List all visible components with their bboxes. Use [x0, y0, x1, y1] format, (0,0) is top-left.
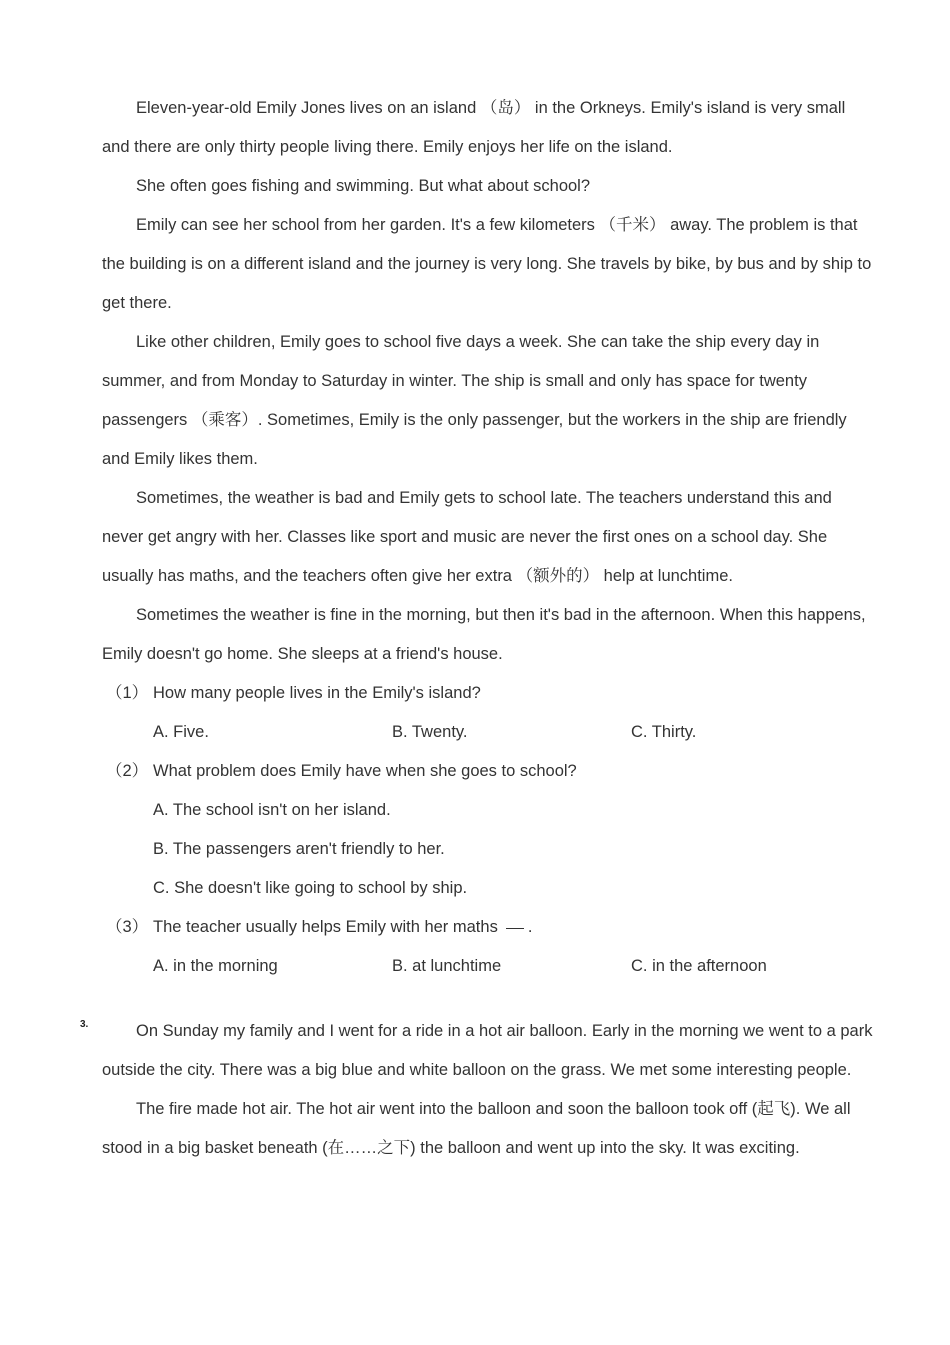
- question-text: The teacher usually helps Emily with her maths: [153, 918, 498, 936]
- options-row: [102, 713, 874, 752]
- paragraph: Eleven-year-old Emily Jones lives on an island （岛） in the Orkneys. Emily's island is very small and there are only thirty people living there. Emily enjoys her life on the island.: [102, 99, 846, 156]
- option-a[interactable]: A. in the morning: [153, 957, 278, 975]
- question-number: （1）: [106, 684, 149, 702]
- question-1: [102, 674, 874, 713]
- paragraph: Like other children, Emily goes to school five days a week. She can take the ship every day in summer, and from Monday to Saturday in winter. The ship is small and only has space for twenty passengers （乘客）. Sometimes, Emily is the only passenger, but the workers in the ship are friendly and Emily likes them.: [102, 333, 847, 468]
- option-row: [102, 830, 874, 869]
- question-text: How many people lives in the Emily's island?: [153, 684, 481, 702]
- paragraph: Sometimes the weather is fine in the morning, but then it's bad in the afternoon. When this happens, Emily doesn't go home. She sleeps at a friend's house.: [102, 606, 866, 663]
- paragraph: The fire made hot air. The hot air went into the balloon and soon the balloon took off (起飞). We all stood in a big basket beneath (在……之下) the balloon and went up into the sky. It was exciting.: [102, 1100, 851, 1157]
- option-a[interactable]: A. The school isn't on her island.: [153, 801, 391, 819]
- question-text: What problem does Emily have when she goes to school?: [153, 762, 577, 780]
- paragraph: On Sunday my family and I went for a ride in a hot air balloon. Early in the morning we went to a park outside the city. There was a big blue and white balloon on the grass. We met some interesting people.: [102, 1022, 873, 1079]
- question-number: （3）: [106, 918, 149, 936]
- question-text-wrapper: [153, 908, 532, 947]
- answer-blank[interactable]: [506, 928, 524, 929]
- options-row: [102, 947, 874, 986]
- question-text-end: .: [527, 918, 533, 936]
- paragraph: Emily can see her school from her garden. It's a few kilometers （千米） away. The problem is that the building is on a different island and the journey is very long. She travels by bike, by bus and by ship to get there.: [102, 216, 872, 312]
- option-c[interactable]: C. in the afternoon: [631, 957, 767, 975]
- question-3: [102, 908, 874, 947]
- option-b[interactable]: B. The passengers aren't friendly to her.: [153, 840, 445, 858]
- paragraph: Sometimes, the weather is bad and Emily gets to school late. The teachers understand this and never get angry with her. Classes like sport and music are never the first ones on a school day. She usually has maths, and the teachers often give her extra （额外的） help at lunchtime.: [102, 489, 832, 585]
- reading-passage-3: [102, 1012, 874, 1168]
- question-number: （2）: [106, 762, 149, 780]
- option-a[interactable]: A. Five.: [153, 723, 209, 741]
- option-c[interactable]: C. She doesn't like going to school by ship.: [153, 879, 468, 897]
- option-row: [102, 791, 874, 830]
- question-list: [102, 674, 874, 986]
- option-row: [102, 869, 874, 908]
- paragraph: She often goes fishing and swimming. But what about school?: [136, 177, 591, 195]
- option-b[interactable]: B. at lunchtime: [392, 957, 502, 975]
- option-b[interactable]: B. Twenty.: [392, 723, 468, 741]
- reading-passage-1: [102, 89, 874, 674]
- option-c[interactable]: C. Thirty.: [631, 723, 697, 741]
- question-2: [102, 752, 874, 791]
- section-number: 3.: [80, 1019, 89, 1030]
